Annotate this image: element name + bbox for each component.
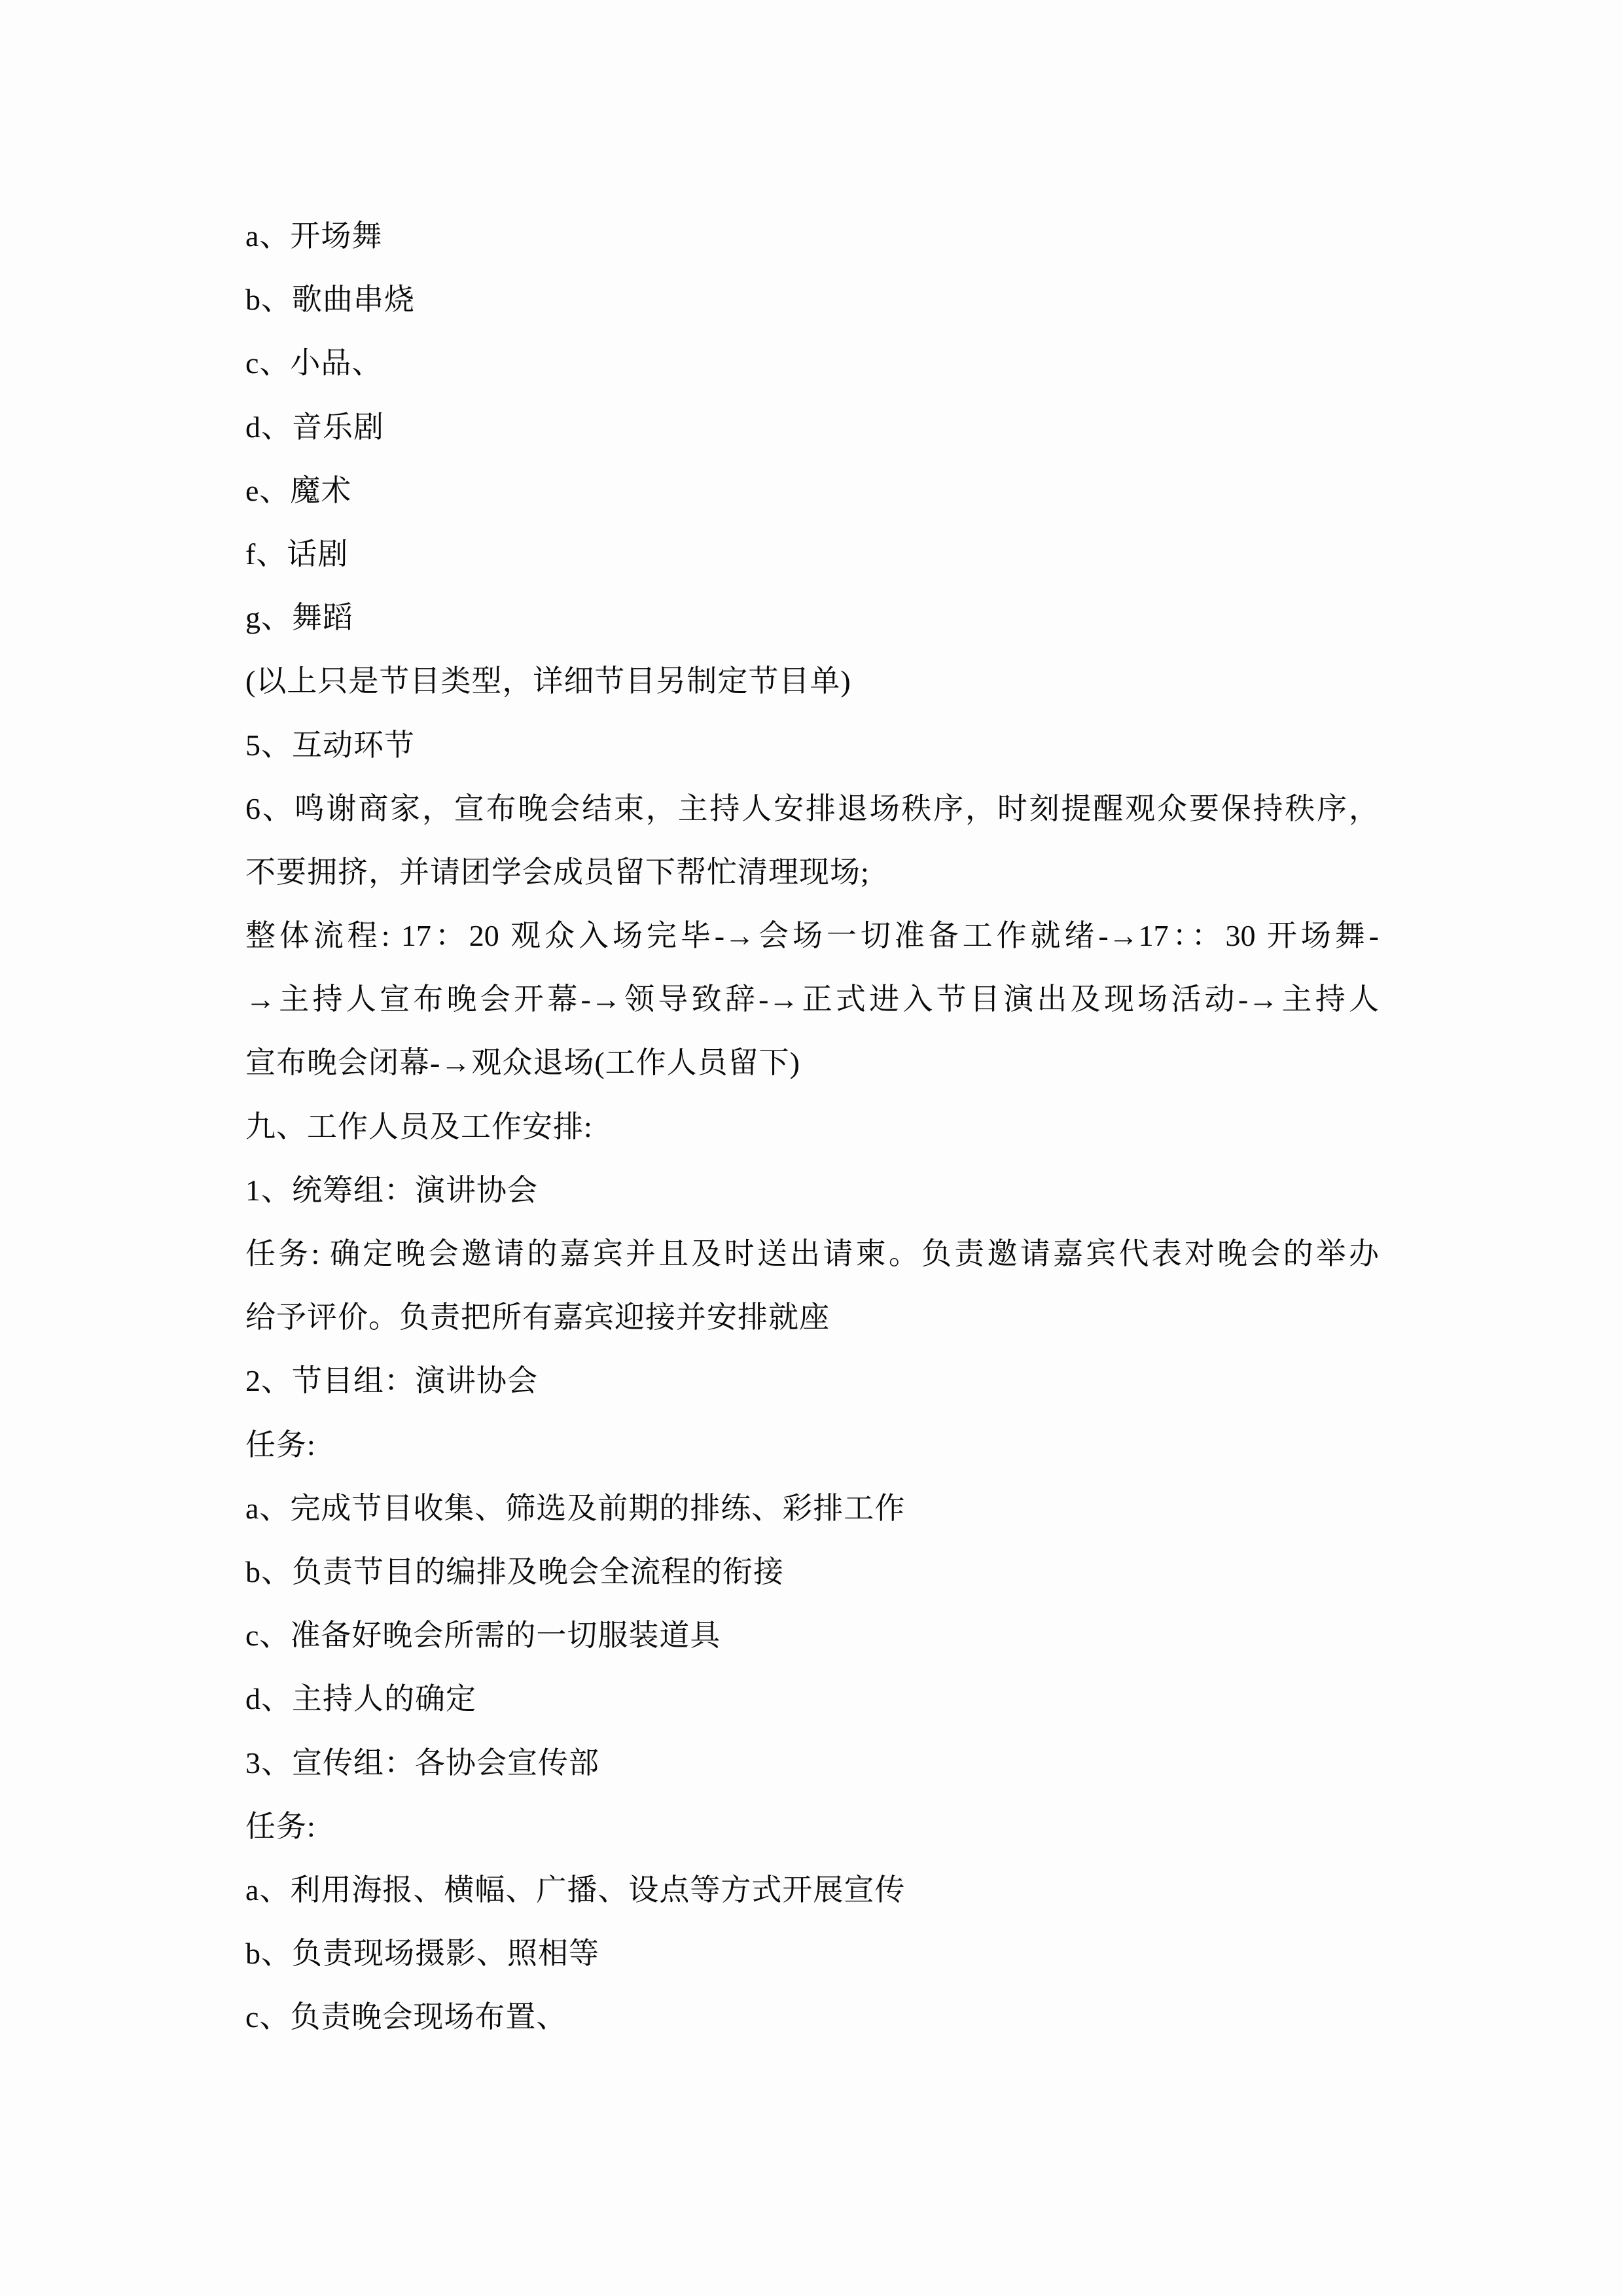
text-line: 任务:	[245, 1427, 316, 1462]
text-line: f、话剧	[245, 537, 349, 571]
text-line: b、负责现场摄影、照相等	[245, 1937, 599, 1971]
text-line: 3、宣传组：各协会宣传部	[245, 1746, 599, 1780]
text-line: 宣布晚会闭幕-→观众退场(工作人员留下)	[245, 1046, 800, 1080]
text-line: a、完成节目收集、筛选及前期的排练、彩排工作	[245, 1491, 906, 1525]
text-line: 整体流程: 17：20 观众入场完毕-→会场一切准备工作就绪-→17：：30 开场舞-	[245, 919, 1379, 953]
text-line: d、音乐剧	[245, 410, 384, 444]
text-line: b、歌曲串烧	[245, 283, 415, 317]
text-line: a、开场舞	[245, 219, 383, 253]
text-line: 任务: 确定晚会邀请的嘉宾并且及时送出请柬。负责邀请嘉宾代表对晚会的举办	[245, 1237, 1379, 1270]
text-line: 5、互动环节	[245, 728, 415, 762]
text-line: 给予评价。负责把所有嘉宾迎接并安排就座	[245, 1300, 830, 1335]
text-block	[245, 204, 1379, 2049]
text-line: 九、工作人员及工作安排:	[245, 1109, 593, 1143]
text-line: d、主持人的确定	[245, 1682, 476, 1716]
text-line: e、魔术	[245, 473, 352, 507]
text-line: 2、节目组：演讲协会	[245, 1364, 538, 1398]
text-line: 不要拥挤，并请团学会成员留下帮忙清理现场;	[245, 855, 870, 889]
text-line: c、小品、	[245, 346, 383, 380]
text-line: g、舞蹈	[245, 601, 353, 635]
text-line: →主持人宣布晚会开幕-→领导致辞-→正式进入节目演出及现场活动-→主持人	[245, 982, 1379, 1016]
text-line: a、利用海报、横幅、广播、设点等方式开展宣传	[245, 1873, 906, 1907]
text-line: b、负责节目的编排及晚会全流程的衔接	[245, 1554, 784, 1588]
text-line: 6、鸣谢商家，宣布晚会结束，主持人安排退场秩序，时刻提醒观众要保持秩序，	[245, 791, 1379, 825]
text-line: (以上只是节目类型，详细节目另制定节目单)	[245, 664, 851, 698]
text-line: 1、统筹组：演讲协会	[245, 1173, 538, 1207]
text-line: c、准备好晚会所需的一切服装道具	[245, 1619, 721, 1653]
text-line: c、负责晚会现场布置、	[245, 2000, 567, 2034]
text-line: 任务:	[245, 1809, 316, 1843]
